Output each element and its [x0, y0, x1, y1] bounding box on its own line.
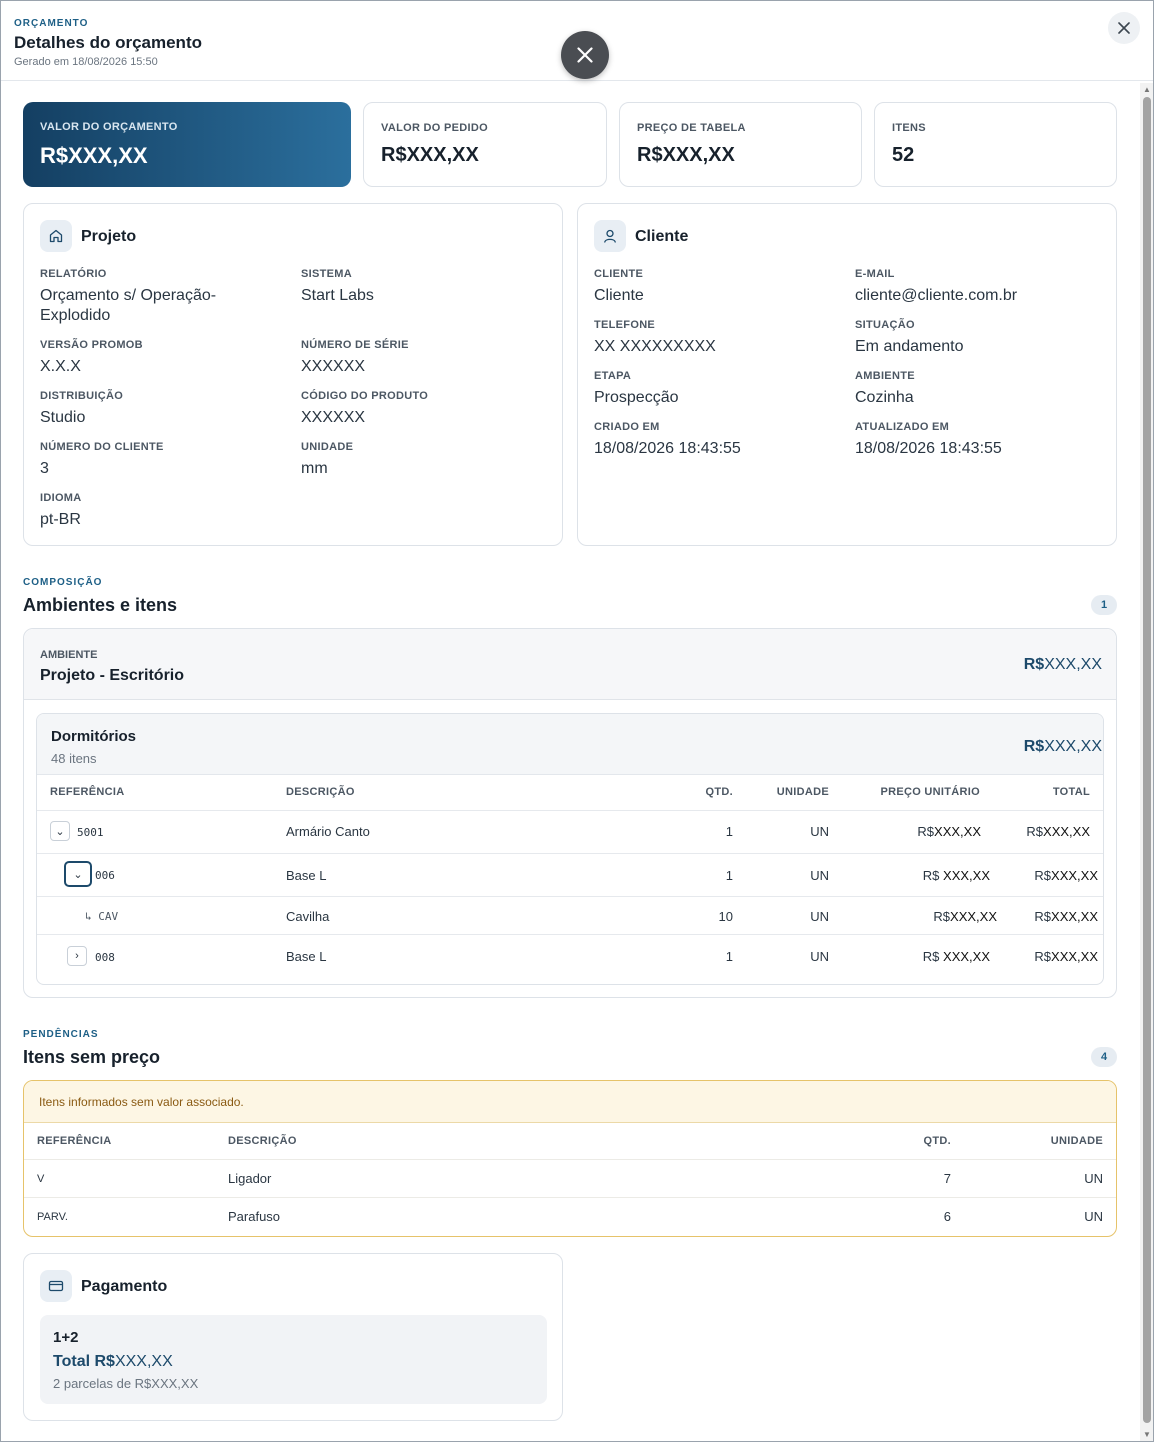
- col-header-preco-unitario: PREÇO UNITÁRIO: [880, 786, 980, 798]
- amount: XXX,XX: [1044, 738, 1102, 755]
- col-header-descricao: DESCRIÇÃO: [228, 1135, 297, 1147]
- cell-unidade: UN: [1084, 1171, 1103, 1186]
- cell-qtd: 1: [725, 824, 733, 839]
- field-label: TELEFONE: [594, 319, 656, 331]
- environment-label: AMBIENTE: [40, 649, 98, 661]
- amount: XXX,XX: [950, 909, 997, 924]
- cell-preco-unitario: [917, 824, 981, 839]
- amount: XXX,XX: [943, 868, 990, 883]
- panel-title: Cliente: [635, 228, 689, 245]
- cell-descricao: Parafuso: [228, 1209, 281, 1224]
- stat-label: ITENS: [892, 122, 926, 134]
- generated-timestamp: Gerado em 18/08/2026 15:50: [14, 56, 158, 68]
- stat-value: R$XXX,XX: [40, 143, 148, 168]
- col-header-qtd: QTD.: [705, 786, 733, 798]
- amount: XXX,XX: [1051, 909, 1098, 924]
- amount: XXX,XX: [1043, 824, 1090, 839]
- currency-symbol: R$: [1034, 909, 1052, 924]
- field-label: NÚMERO DO CLIENTE: [40, 441, 164, 453]
- currency-symbol: R$: [922, 868, 944, 883]
- amount: XXX,XX: [114, 1353, 173, 1370]
- field-label: ETAPA: [594, 370, 632, 382]
- divider: [24, 1159, 1117, 1160]
- home-icon: [40, 220, 72, 252]
- cell-preco-unitario: [923, 949, 990, 964]
- field-value: Cozinha: [855, 389, 914, 406]
- col-header-referencia: REFERÊNCIA: [50, 786, 125, 798]
- field-label: CRIADO EM: [594, 421, 660, 433]
- field-distribuicao: [40, 390, 280, 428]
- field-cliente: [594, 268, 834, 306]
- chevron-down-icon: ⌄: [55, 825, 65, 838]
- scroll-thumb[interactable]: [1143, 97, 1151, 1423]
- field-label: RELATÓRIO: [40, 268, 107, 280]
- divider: [24, 1197, 1117, 1198]
- field-value: cliente@cliente.com.br: [855, 287, 1018, 304]
- field-label: SISTEMA: [301, 268, 352, 280]
- group-count: 48 itens: [51, 751, 97, 766]
- currency-symbol: R$: [922, 949, 944, 964]
- currency-symbol: R$: [917, 824, 935, 839]
- credit-card-icon: [40, 1270, 72, 1302]
- field-situacao: [855, 319, 1095, 357]
- col-header-unidade: UNIDADE: [1050, 1135, 1103, 1147]
- cell-referencia: PARV.: [37, 1211, 68, 1223]
- chevron-down-icon: ⌄: [73, 868, 83, 881]
- stat-value: R$XXX,XX: [381, 144, 479, 166]
- cell-referencia: 006: [95, 869, 115, 882]
- field-unidade: [301, 441, 541, 479]
- cell-total: [1034, 949, 1098, 964]
- cell-qtd: 1: [725, 949, 733, 964]
- cell-total: [1026, 824, 1090, 839]
- field-value: XXXXXX: [301, 409, 366, 426]
- stat-card-list-price: [619, 102, 862, 187]
- currency-symbol: R$: [1034, 949, 1052, 964]
- warning-banner: [24, 1081, 1117, 1123]
- cell-descricao: Cavilha: [286, 909, 330, 924]
- close-icon: [577, 47, 593, 63]
- category-group: [36, 713, 1104, 985]
- cell-referencia: 5001: [77, 826, 104, 839]
- section-title: Itens sem preço: [23, 1047, 161, 1067]
- divider: [37, 934, 1104, 935]
- cell-unidade: UN: [1084, 1209, 1103, 1224]
- cell-qtd: 1: [725, 868, 733, 883]
- cell-qtd: 7: [943, 1171, 951, 1186]
- field-ambiente: [855, 370, 1095, 408]
- payment-total: [53, 1353, 173, 1371]
- cell-descricao: Base L: [286, 949, 327, 964]
- field-label: SITUAÇÃO: [855, 319, 915, 331]
- field-label: E-MAIL: [855, 268, 895, 280]
- page-title: Detalhes do orçamento: [14, 33, 202, 52]
- section-eyebrow: COMPOSIÇÃO: [23, 577, 103, 588]
- cell-unidade: UN: [810, 824, 829, 839]
- field-value: 18/08/2026 18:43:55: [855, 440, 1002, 457]
- amount: XXX,XX: [1044, 656, 1102, 673]
- section-eyebrow: PENDÊNCIAS: [23, 1029, 99, 1040]
- divider: [37, 810, 1104, 811]
- amount: XXX,XX: [1051, 949, 1098, 964]
- stat-card-order-value: [363, 102, 607, 187]
- count-badge: 1: [1091, 595, 1117, 615]
- col-header-unidade: UNIDADE: [776, 786, 829, 798]
- stat-card-items: [874, 102, 1117, 187]
- field-value: pt-BR: [40, 511, 81, 528]
- cell-referencia: ↳ CAV: [85, 910, 119, 923]
- currency-symbol: R$: [933, 909, 951, 924]
- field-atualizado-em: [855, 421, 1095, 459]
- field-label: IDIOMA: [40, 492, 82, 504]
- expand-toggle[interactable]: [67, 946, 87, 966]
- field-value: 3: [40, 460, 49, 477]
- col-header-total: TOTAL: [1052, 786, 1090, 798]
- cell-referencia: 008: [95, 951, 115, 964]
- cell-qtd: 6: [943, 1209, 951, 1224]
- divider: [37, 853, 1104, 854]
- field-label: CLIENTE: [594, 268, 644, 280]
- field-value: XXXXXX: [301, 358, 366, 375]
- section-title: Ambientes e itens: [23, 595, 178, 615]
- field-versao-promob: [40, 339, 280, 377]
- cell-descricao: Armário Canto: [286, 824, 370, 839]
- field-numero-cliente: [40, 441, 280, 479]
- stat-card-budget-value: [23, 102, 351, 187]
- client-panel: [577, 203, 1117, 546]
- stat-label: VALOR DO PEDIDO: [381, 122, 488, 134]
- currency-symbol: R$: [94, 1353, 115, 1370]
- group-name: Dormitórios: [51, 728, 137, 745]
- user-icon: [594, 220, 626, 252]
- expand-toggle[interactable]: [64, 861, 92, 887]
- field-label: VERSÃO PROMOB: [40, 339, 143, 351]
- project-panel: [23, 203, 563, 546]
- field-value: XX XXXXXXXXX: [594, 338, 716, 355]
- field-label: ATUALIZADO EM: [855, 421, 950, 433]
- field-value: Cliente: [594, 287, 644, 304]
- field-value: Start Labs: [301, 287, 374, 304]
- stat-value: 52: [892, 144, 915, 166]
- field-value: Orçamento s/ Operação-Explodido: [40, 287, 217, 324]
- currency-symbol: R$: [1026, 824, 1044, 839]
- field-value: Studio: [40, 409, 86, 426]
- cell-unidade: UN: [810, 909, 829, 924]
- field-value: X.X.X: [40, 358, 81, 375]
- field-sistema: [301, 268, 541, 306]
- unpriced-items-card: [23, 1080, 1117, 1237]
- panel-title: Pagamento: [81, 1278, 168, 1295]
- field-label: AMBIENTE: [855, 370, 915, 382]
- stat-label: PREÇO DE TABELA: [637, 122, 746, 134]
- cell-total: [1034, 909, 1098, 924]
- field-etapa: [594, 370, 834, 408]
- cell-unidade: UN: [810, 949, 829, 964]
- warning-text: Itens informados sem valor associado.: [39, 1095, 244, 1109]
- field-value: Em andamento: [855, 338, 964, 355]
- field-codigo-produto: [301, 390, 541, 428]
- cell-qtd: 10: [718, 909, 733, 924]
- field-telefone: [594, 319, 834, 357]
- payment-installments: 2 parcelas de R$XXX,XX: [53, 1376, 199, 1391]
- divider: [37, 896, 1104, 897]
- field-relatorio: [40, 268, 270, 326]
- environment-name: Projeto - Escritório: [40, 667, 185, 684]
- header-eyebrow: ORÇAMENTO: [14, 18, 89, 29]
- field-label: NÚMERO DE SÉRIE: [301, 339, 409, 351]
- field-numero-serie: [301, 339, 541, 377]
- field-value: mm: [301, 460, 328, 477]
- field-label: DISTRIBUIÇÃO: [40, 390, 124, 402]
- col-header-descricao: DESCRIÇÃO: [286, 786, 355, 798]
- field-label: UNIDADE: [301, 441, 354, 453]
- close-button[interactable]: [1108, 12, 1140, 44]
- cell-total: [1034, 868, 1098, 883]
- count-badge: 4: [1091, 1047, 1117, 1067]
- stat-value: R$XXX,XX: [637, 144, 735, 166]
- currency-symbol: R$: [1023, 738, 1045, 755]
- field-email: [855, 268, 1105, 306]
- field-label: CÓDIGO DO PRODUTO: [301, 390, 429, 402]
- currency-symbol: R$: [1034, 868, 1052, 883]
- col-header-qtd: QTD.: [923, 1135, 951, 1147]
- scroll-up-arrow-icon[interactable]: ▲: [1143, 85, 1151, 94]
- cell-unidade: UN: [810, 868, 829, 883]
- amount: XXX,XX: [943, 949, 990, 964]
- field-value: 18/08/2026 18:43:55: [594, 440, 741, 457]
- col-header-referencia: REFERÊNCIA: [37, 1135, 112, 1147]
- field-value: Prospecção: [594, 389, 679, 406]
- payment-panel: [23, 1253, 563, 1421]
- scroll-down-arrow-icon[interactable]: ▼: [1143, 1430, 1151, 1439]
- close-icon: [1118, 22, 1130, 34]
- scrollbar[interactable]: [1140, 83, 1154, 1441]
- stat-label: VALOR DO ORÇAMENTO: [40, 121, 178, 133]
- chevron-right-icon: ›: [75, 950, 79, 962]
- currency-symbol: R$: [1023, 656, 1045, 673]
- payment-option: [40, 1315, 547, 1404]
- amount: XXX,XX: [1051, 868, 1098, 883]
- floating-close-button[interactable]: [561, 31, 609, 79]
- cell-descricao: Ligador: [228, 1171, 272, 1186]
- environment-header[interactable]: [24, 629, 1116, 700]
- payment-plan: 1+2: [53, 1329, 79, 1346]
- environment-card: [23, 628, 1117, 998]
- cell-preco-unitario: [933, 909, 997, 924]
- environment-total: [1024, 656, 1102, 674]
- field-idioma: [40, 492, 280, 530]
- amount: XXX,XX: [934, 824, 981, 839]
- cell-preco-unitario: [923, 868, 990, 883]
- field-criado-em: [594, 421, 834, 459]
- group-total: [1024, 738, 1102, 756]
- panel-title: Projeto: [81, 228, 137, 245]
- total-label: Total: [53, 1353, 91, 1370]
- expand-toggle[interactable]: [50, 821, 70, 841]
- group-header[interactable]: [37, 714, 1104, 775]
- cell-referencia: V: [37, 1173, 45, 1185]
- cell-descricao: Base L: [286, 868, 327, 883]
